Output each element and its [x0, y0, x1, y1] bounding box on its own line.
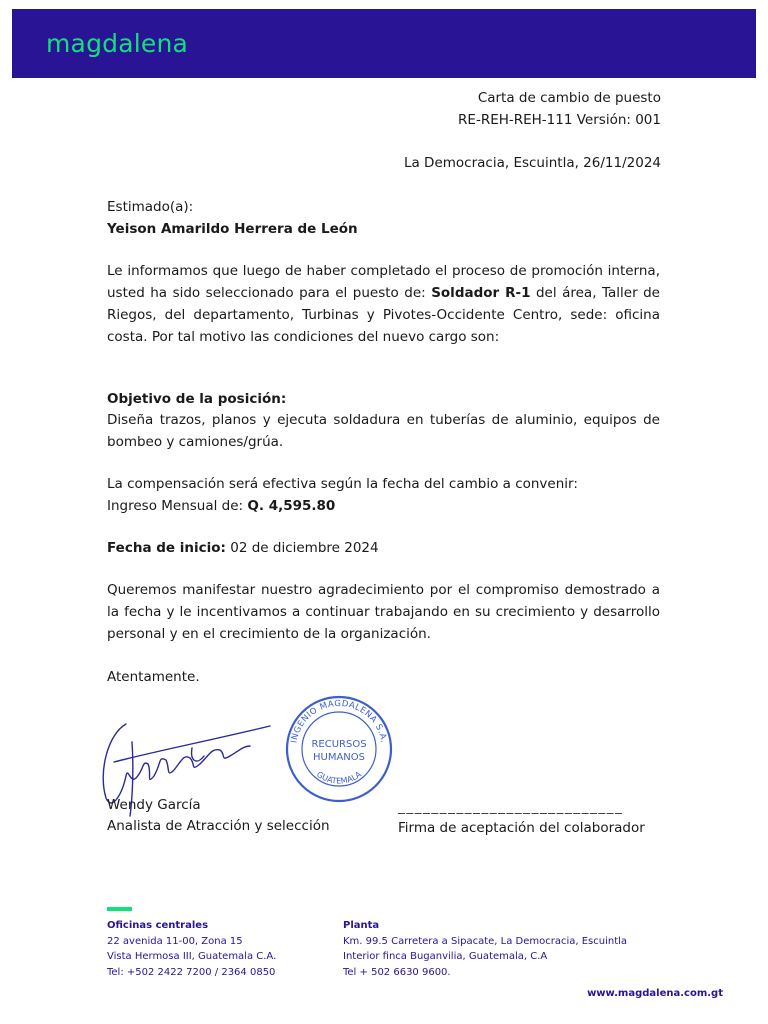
office-line-2: Vista Hermosa III, Guatemala C.A.: [107, 951, 277, 962]
svg-text:INGENIO MAGDALENA S.A.: INGENIO MAGDALENA S.A.: [289, 698, 389, 744]
start-date-line: [107, 537, 660, 559]
start-date-label: Fecha de inicio:: [107, 540, 226, 556]
closing: Atentamente.: [107, 669, 200, 685]
thanks-paragraph: Queremos manifestar nuestro agradecimiento por el compromiso demostrado a la fecha y le incentivamos a continuar trabajando en su crecimiento y desarrollo personal y en el crecimiento de la organización.: [107, 582, 660, 642]
intro-text-2: del área, Taller de Riegos, del departamento, Turbinas y Pivotes-Occidente Centro, sede: oficina costa. Por tal motivo las condiciones del nuevo cargo son:: [107, 285, 660, 345]
acceptance-label: Firma de aceptación del colaborador: [398, 820, 645, 836]
plant-heading: Planta: [343, 920, 380, 931]
income-value: Q. 4,595.80: [247, 498, 336, 514]
plant-line-3: Tel + 502 6630 9600.: [343, 966, 451, 978]
footer-accent-bar: [107, 907, 132, 911]
svg-text:GUATEMALA: GUATEMALA: [314, 769, 364, 786]
signer-name: Wendy García: [107, 797, 201, 813]
acceptance-block: [398, 797, 645, 839]
svg-text:HUMANOS: HUMANOS: [312, 752, 366, 763]
document-title: Carta de cambio de puesto: [477, 90, 661, 106]
recipient-name: Yeison Amarildo Herrera de León: [107, 221, 358, 237]
document-code: RE-REH-REH-111 Versión: 001: [458, 112, 661, 128]
compensation-text: La compensación será efectiva según la fecha del cambio a convenir:: [107, 476, 578, 492]
place-date: La Democracia, Escuintla, 26/11/2024: [403, 155, 661, 171]
greeting: Estimado(a):: [107, 199, 194, 215]
intro-paragraph: [107, 260, 660, 348]
website-link[interactable]: www.magdalena.com.gt: [587, 988, 723, 999]
plant-line-1: Km. 99.5 Carretera a Sipacate, La Democracia, Escuintla: [343, 935, 628, 947]
svg-text:RECURSOS: RECURSOS: [311, 739, 367, 750]
signer-block: [107, 795, 330, 837]
office-line-1: 22 avenida 11-00, Zona 15: [107, 935, 243, 947]
header-bar: [12, 9, 756, 78]
office-heading: Oficinas centrales: [107, 920, 209, 931]
company-logo: magdalena: [46, 29, 189, 58]
office-line-3: Tel: +502 2422 7200 / 2364 0850: [107, 966, 276, 978]
objective-label: Objetivo de la posición:: [107, 391, 287, 407]
start-date-value: 02 de diciembre 2024: [225, 540, 379, 556]
acceptance-signature-line: ___________________________: [398, 799, 624, 815]
intro-text-1: Le informamos que luego de haber completado el proceso de promoción interna, usted ha sido seleccionado para el puesto de:: [107, 263, 660, 301]
footer-office: [107, 918, 276, 980]
income-line: [107, 495, 660, 517]
signer-title: Analista de Atracción y selección: [107, 818, 330, 834]
plant-line-2: Interior finca Buganvilia, Guatemala, C.A: [343, 951, 548, 962]
position-name: Soldador R-1: [431, 285, 531, 301]
footer-plant: [343, 918, 627, 980]
objective-text: Diseña trazos, planos y ejecuta soldadura en tuberías de aluminio, equipos de bombeo y camiones/grúa.: [107, 412, 660, 450]
company-seal-stamp: [282, 692, 396, 806]
income-label: Ingreso Mensual de:: [107, 498, 248, 514]
